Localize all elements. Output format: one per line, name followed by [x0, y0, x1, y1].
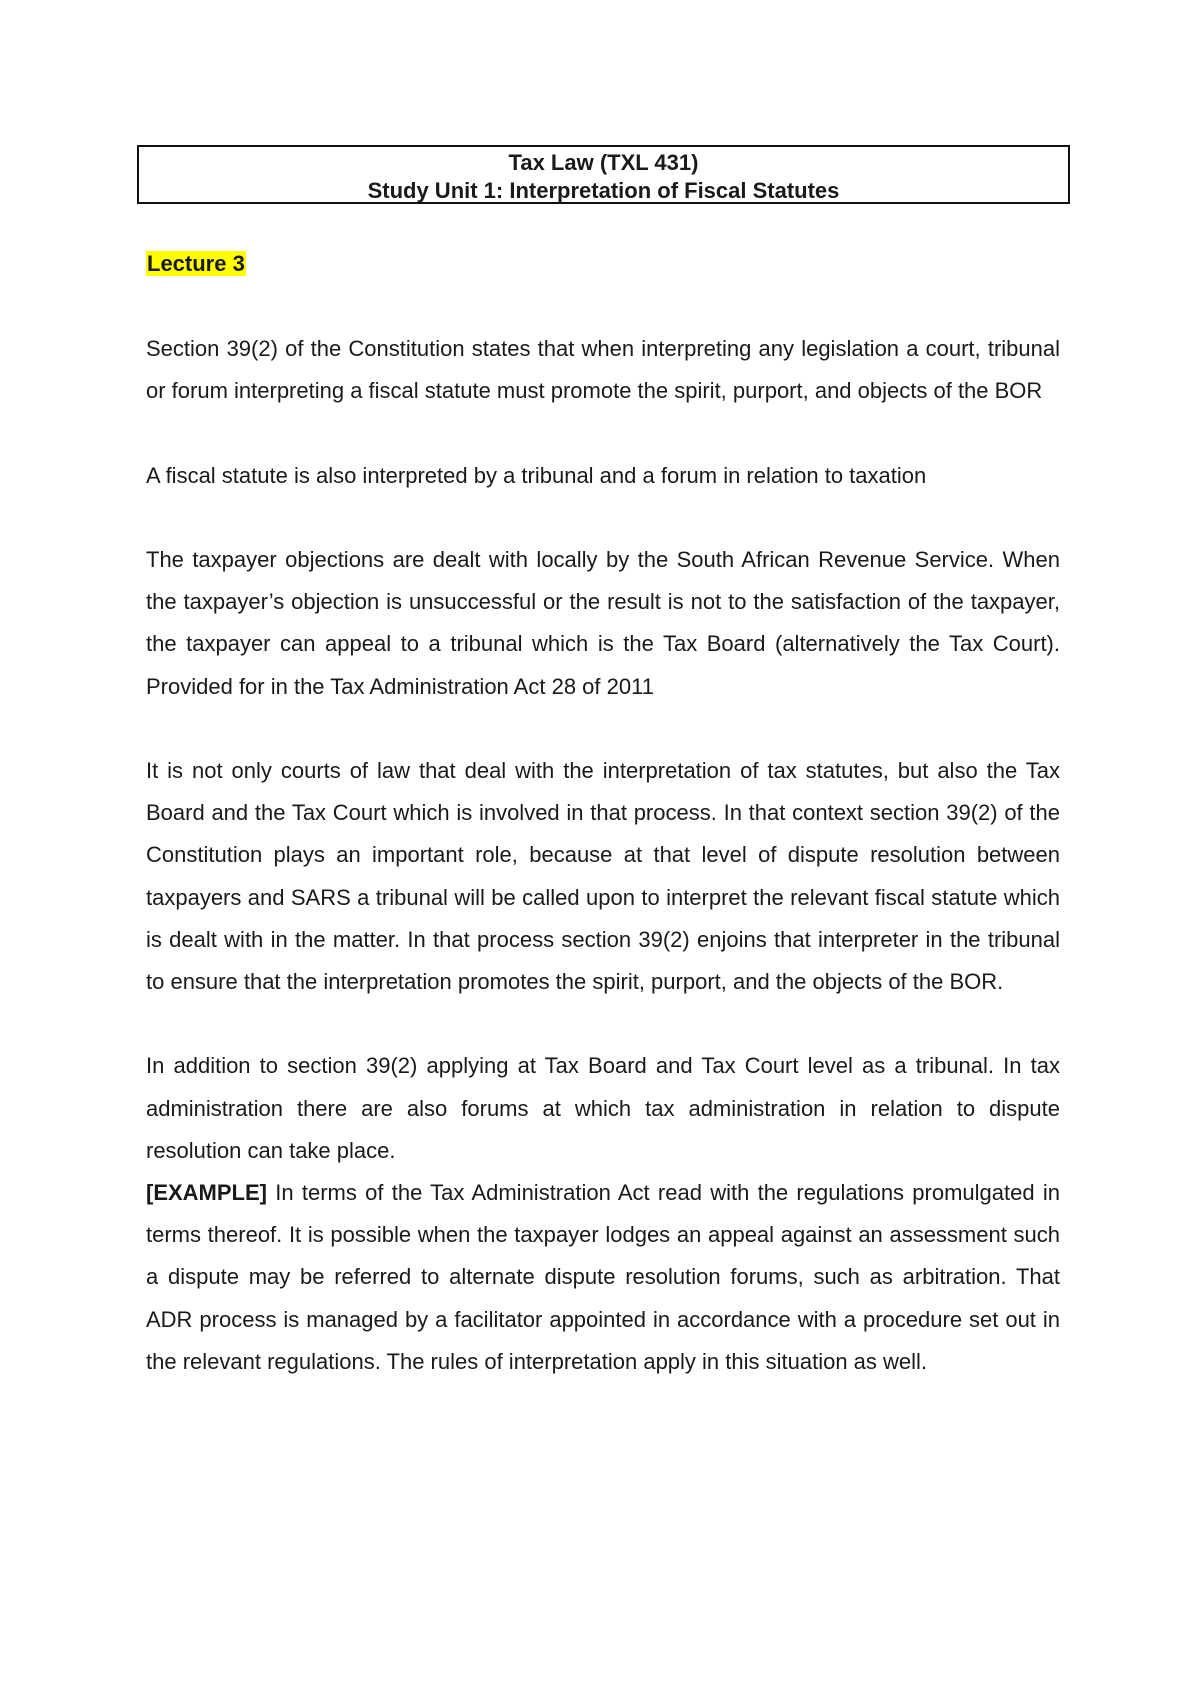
course-title: Tax Law (TXL 431) [508, 150, 699, 175]
lecture-label: Lecture 3 [147, 251, 245, 276]
paragraph-example [146, 1172, 1060, 1383]
example-text: In terms of the Tax Administration Act read with the regulations promulgated in terms thereof. It is possible when the taxpayer lodges an appeal against an assessment such a dispute may be referred to alternate dispute resolution forums, such as arbitration. That ADR process is managed by a facilitator appointed in accordance with a procedure set out in the relevant regulations. The rules of interpretation apply in this situation as well. [146, 1180, 1060, 1374]
title-box [137, 145, 1070, 204]
lecture-heading [146, 250, 246, 278]
example-label: [EXAMPLE] [146, 1180, 267, 1205]
body-text [146, 328, 1060, 1383]
study-unit-title: Study Unit 1: Interpretation of Fiscal Statutes [367, 178, 840, 203]
paragraph-section-39: Section 39(2) of the Constitution states that when interpreting any legislation a court, tribunal or forum interpreting a fiscal statute must promote the spirit, purport, and objects of the BOR [146, 336, 1060, 404]
paragraph-fiscal-statute: A fiscal statute is also interpreted by a tribunal and a forum in relation to taxation [146, 462, 927, 488]
paragraph-courts-of-law: It is not only courts of law that deal with the interpretation of tax statutes, but also the Tax Board and the Tax Court which is involved in that process. In that context section 39(2) of the Constitution plays an important role, because at that level of dispute resolution between taxpayers and SARS a tribunal will be called upon to interpret the relevant fiscal statute which is dealt with in the matter. In that process section 39(2) enjoins that interpreter in the tribunal to ensure that the interpretation promotes the spirit, purport, and the objects of the BOR. [146, 757, 1060, 994]
paragraph-taxpayer-objections: The taxpayer objections are dealt with locally by the South African Revenue Service. When the taxpayer’s objection is unsuccessful or the result is not to the satisfaction of the taxpayer, the taxpayer can appeal to a tribunal which is the Tax Board (alternatively the Tax Court). Provided for in the Tax Administration Act 28 of 2011 [146, 546, 1060, 699]
paragraph-tax-administration: In addition to section 39(2) applying at Tax Board and Tax Court level as a tribunal. In tax administration there are also forums at which tax administration in relation to dispute resolution can take place. [146, 1053, 1060, 1163]
